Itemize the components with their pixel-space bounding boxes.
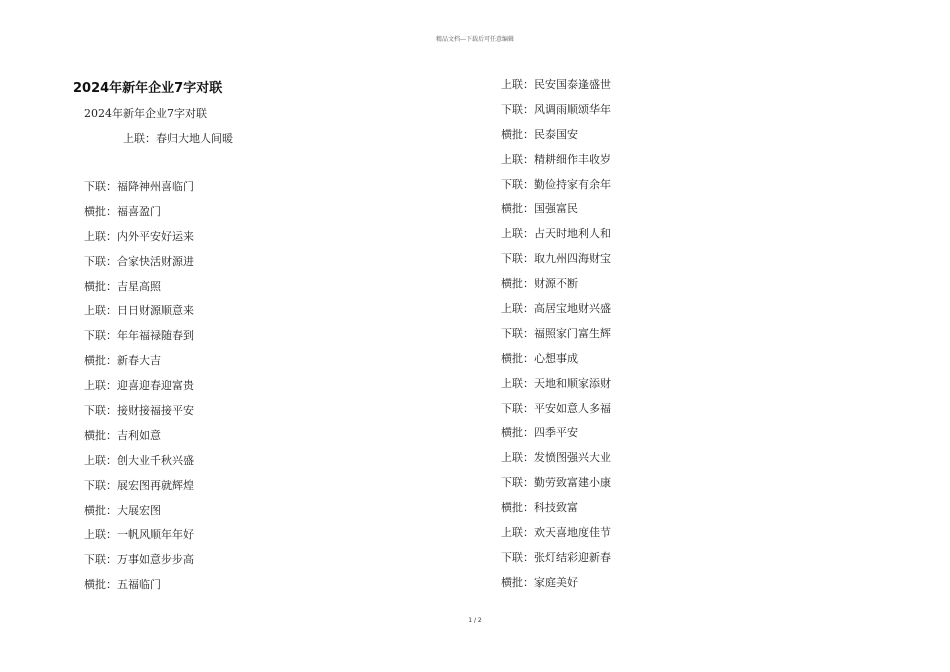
couplet-line: 横批：新春大吉: [84, 354, 161, 368]
couplet-line: 下联：福降神州喜临门: [84, 180, 194, 193]
couplet-line: 横批：科技致富: [501, 501, 578, 515]
header-note: 精品文档---下载后可任意编辑: [435, 36, 515, 43]
couplet-line: 上联：精耕细作丰收岁: [501, 152, 611, 166]
couplet-line: 下联：勤俭持家有余年: [501, 177, 611, 191]
couplet-line: 上联：欢天喜地度佳节: [501, 526, 611, 540]
couplet-line: 上联：高居宝地财兴盛: [501, 302, 611, 316]
couplet-line: 上联：发愤图强兴大业: [501, 451, 611, 465]
couplet-line: 上联：天地和顺家添财: [501, 376, 611, 390]
couplet-line: 横批：民泰国安: [501, 127, 578, 141]
right-column: [501, 78, 611, 601]
couplet-line: 上联：日日财源顺意来: [84, 304, 194, 318]
couplet-line: 下联：取九州四海财宝: [501, 252, 611, 266]
couplet-line: 下联：福照家门富生辉: [501, 326, 611, 340]
couplet-line: 横批：五福临门: [84, 578, 161, 592]
couplet-line: 下联：张灯结彩迎新春: [501, 550, 611, 564]
couplet-line: 横批：四季平安: [501, 426, 578, 440]
couplet-line: 下联：展宏图再就辉煌: [84, 478, 194, 492]
couplet-line: 下联：万事如意步步高: [84, 553, 194, 567]
left-column: [84, 180, 194, 603]
couplet-line: 上联：迎喜迎春迎富贵: [84, 379, 194, 393]
couplet-line: 上联：民安国泰逢盛世: [501, 78, 611, 91]
couplet-line: 上联：占天时地利人和: [501, 227, 611, 241]
couplet-line: 横批：家庭美好: [501, 575, 578, 589]
couplet-line: 横批：大展宏图: [84, 503, 161, 517]
document-title: 2024年新年企业7字对联: [73, 81, 223, 96]
couplet-line: 横批：吉利如意: [84, 428, 161, 442]
couplet-line: 横批：国强富民: [501, 202, 578, 216]
couplet-line: 上联：内外平安好运来: [84, 229, 194, 243]
couplet-line: 上联：一帆风顺年年好: [84, 528, 194, 542]
couplet-line: 下联：合家快活财源进: [84, 254, 194, 268]
couplet-line: 横批：吉星高照: [84, 279, 161, 293]
couplet-line: 下联：年年福禄随春到: [84, 329, 194, 343]
couplet-line: 下联：风调雨顺颂华年: [501, 102, 611, 116]
couplet-line: 下联：接财接福接平安: [84, 404, 194, 418]
document-subtitle: 2024年新年企业7字对联: [84, 107, 207, 120]
couplet-line: 上联：春归大地人间暖: [123, 132, 233, 145]
couplet-line: 下联：勤劳致富建小康: [501, 476, 611, 490]
couplet-line: 下联：平安如意人多福: [501, 401, 611, 415]
couplet-line: 横批：心想事成: [501, 351, 578, 365]
page-number: 1 / 2: [468, 617, 482, 624]
couplet-line: 上联：创大业千秋兴盛: [84, 453, 194, 467]
couplet-line: 横批：福喜盈门: [84, 204, 161, 218]
couplet-line: 横批：财源不断: [501, 277, 578, 291]
